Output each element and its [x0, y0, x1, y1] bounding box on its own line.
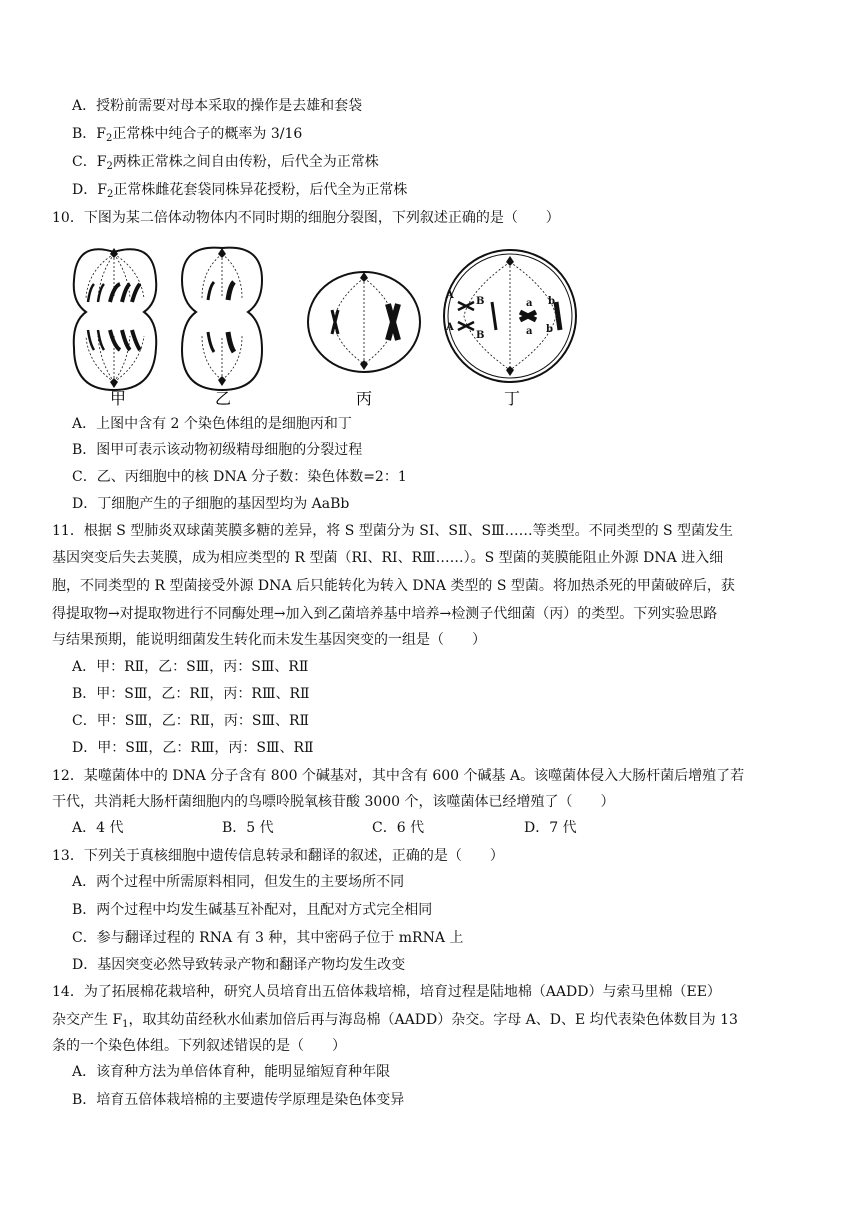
gene-label-a-upper-2: A: [446, 322, 454, 333]
gene-label-a-lower-2: a: [526, 326, 533, 337]
q11-stem-line-2: 基因突变后失去荚膜，成为相应类型的 R 型菌（RⅠ、RⅠ、RⅢ……）。S 型菌的荚膜能阻止外源 DNA 进入细: [52, 550, 724, 566]
q9-option-b-sub: 2: [106, 133, 113, 144]
q12-option-a: A．4 代: [72, 820, 124, 836]
q11-stem-line-5: 与结果预期，能说明细菌发生转化而未发生基因突变的一组是（ ）: [52, 632, 486, 648]
q11-option-b: B．甲：SⅢ，乙：RⅡ，丙：RⅢ、RⅡ: [72, 686, 310, 702]
q14-option-b: B．培育五倍体栽培棉的主要遗传学原理是染色体变异: [72, 1092, 405, 1108]
q9-option-d-sub: 2: [106, 189, 114, 200]
gene-label-a-upper: A: [446, 290, 454, 301]
q9-option-b-post: 正常株中纯合子的概率为 3/16: [112, 126, 303, 142]
gene-label-b-lower-2: b: [546, 324, 553, 335]
gene-label-a-lower: a: [526, 298, 533, 309]
q9-option-b: [72, 124, 302, 144]
q12-stem-line-2: 干代，共消耗大肠杆菌细胞内的鸟嘌呤脱氧核苷酸 3000 个，该噬菌体已经增殖了（ ）: [52, 794, 615, 810]
q14-stem-line-2: [52, 1010, 738, 1030]
caption-jia: 甲: [110, 389, 127, 408]
q13-option-a: A．两个过程中所需原料相同，但发生的主要场所不同: [72, 874, 405, 890]
cell-yi: [182, 248, 262, 390]
q10-option-c: C．乙、丙细胞中的核 DNA 分子数：染色体数=2：1: [72, 469, 407, 485]
caption-ding: 丁: [504, 389, 521, 408]
q12-stem-line-1: 12．某噬菌体中的 DNA 分子含有 800 个碱基对，其中含有 600 个碱基 A。该噬菌体侵入大肠杆菌后增殖了若: [52, 768, 745, 784]
q9-option-c-post: 两株正常株之间自由传粉，后代全为正常株: [112, 154, 379, 170]
q14-stem-line-1: 14．为了拓展棉花栽培种，研究人员培育出五倍体栽培棉，培育过程是陆地棉（AADD）与索马里棉（EE）: [52, 984, 721, 1000]
gene-label-b-lower: b: [548, 296, 555, 307]
q11-stem-line-1: 11．根据 S 型肺炎双球菌荚膜多糖的差异，将 S 型菌分为 SⅠ、SⅡ、SⅢ……等类型。不同类型的 S 型菌发生: [52, 523, 734, 539]
q14-option-a: A．该育种方法为单倍体育种，能明显缩短育种年限: [72, 1064, 391, 1080]
q13-stem: 13．下列关于真核细胞中遗传信息转录和翻译的叙述，正确的是（ ）: [52, 848, 504, 864]
q9-option-c-sub: 2: [106, 161, 113, 172]
q9-option-d-pre: D．F: [72, 182, 107, 198]
q12-option-b: B．5 代: [222, 820, 274, 836]
cell-bing: [308, 272, 420, 372]
q13-option-b: B．两个过程中均发生碱基互补配对，且配对方式完全相同: [72, 902, 433, 918]
q11-option-a: A．甲：RⅡ，乙：SⅢ，丙：SⅢ、RⅡ: [72, 659, 309, 675]
q12-option-d: D．7 代: [524, 820, 577, 836]
q14-stem-line-3: 条的一个染色体组。下列叙述错误的是（ ）: [52, 1038, 346, 1054]
q9-option-a: A．授粉前需要对母本采取的操作是去雄和套袋: [72, 98, 363, 114]
q9-option-b-pre: B．F: [72, 126, 107, 142]
q14-stem-line-2-post: ，取其幼苗经秋水仙素加倍后再与海岛棉（AADD）杂交。字母 A、D、E 均代表染色体数目为 13: [128, 1012, 738, 1028]
q10-stem: 10．下图为某二倍体动物体内不同时期的细胞分裂图，下列叙述正确的是（ ）: [52, 210, 560, 226]
q10-option-a: A．上图中含有 2 个染色体组的是细胞丙和丁: [72, 416, 352, 432]
caption-yi: 乙: [215, 389, 232, 408]
gene-label-b-upper-2: B: [476, 330, 485, 341]
q13-option-d: D．基因突变必然导致转录产物和翻译产物均发生改变: [72, 957, 406, 973]
cell-ding: [444, 250, 576, 382]
q11-option-c: C．甲：SⅢ，乙：RⅡ，丙：SⅢ、RⅡ: [72, 713, 310, 729]
gene-label-b-upper: B: [476, 296, 485, 307]
q9-option-c: [72, 152, 379, 172]
q11-stem-line-4: 得提取物→对提取物进行不同酶处理→加入到乙菌培养基中培养→检测子代细菌（丙）的类型。下列实验思路: [52, 606, 718, 622]
q9-option-d-post: 正常株雌花套袋同株异花授粉，后代全为正常株: [113, 182, 408, 198]
q10-option-d: D．丁细胞产生的子细胞的基因型均为 AaBb: [72, 496, 350, 512]
q11-stem-line-3: 胞，不同类型的 R 型菌接受外源 DNA 后只能转化为转入 DNA 类型的 S 型菌。将加热杀死的甲菌破碎后，获: [52, 578, 735, 594]
q9-option-c-pre: C．F: [72, 154, 107, 170]
q14-stem-line-2-pre: 杂交产生 F: [52, 1012, 123, 1028]
cell-division-figure: [70, 240, 590, 408]
q10-option-b: B．图甲可表示该动物初级精母细胞的分裂过程: [72, 442, 363, 458]
q11-option-d: D．甲：SⅢ，乙：RⅢ，丙：SⅢ、RⅡ: [72, 740, 314, 756]
cell-jia: [74, 248, 157, 390]
q9-option-d: [72, 180, 407, 200]
q14-stem-line-2-sub: 1: [122, 1019, 129, 1030]
q13-option-c: C．参与翻译过程的 RNA 有 3 种，其中密码子位于 mRNA 上: [72, 930, 464, 946]
caption-bing: 丙: [356, 389, 373, 408]
q12-option-c: C．6 代: [372, 820, 425, 836]
